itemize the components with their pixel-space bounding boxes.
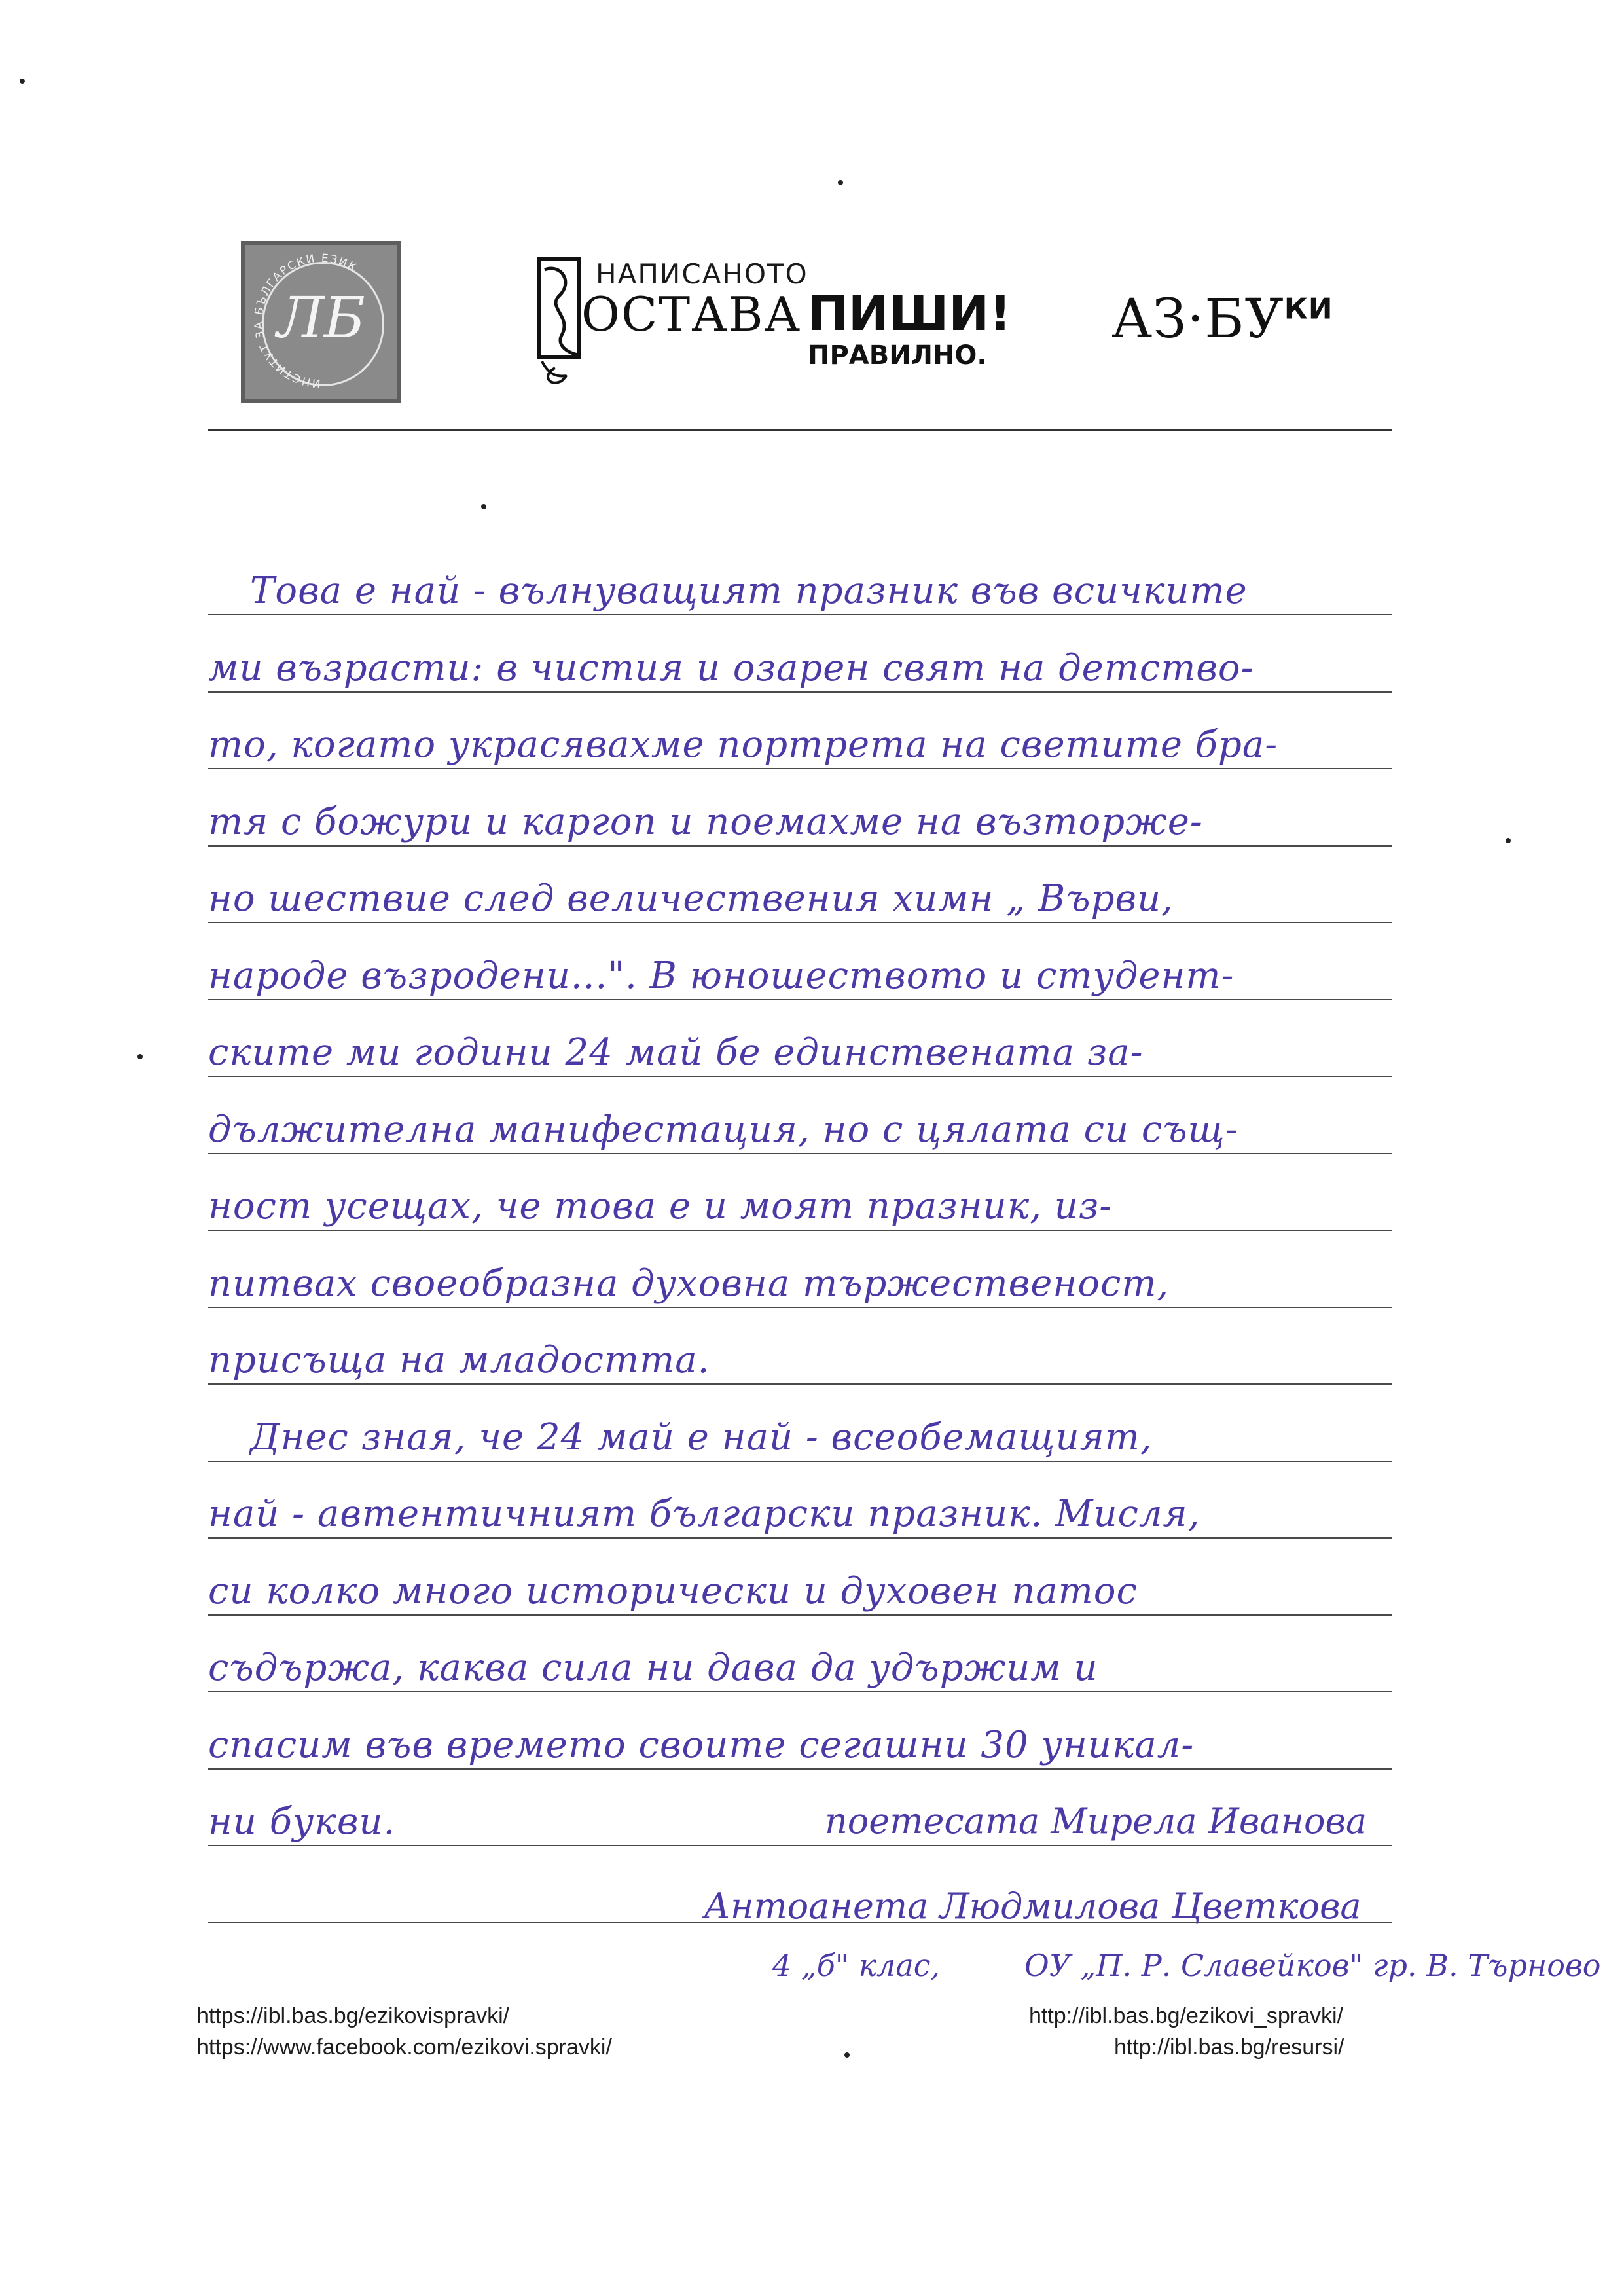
scan-speck — [481, 504, 486, 509]
student-class: 4 „б" клас, — [772, 1948, 941, 1983]
logo-text-line4: ПРАВИЛНО. — [808, 340, 987, 371]
handwritten-line: съдържа, каква сила ни дава да удържим и — [208, 1647, 1098, 1689]
logo-text-line3: ПИШИ! — [808, 285, 1011, 342]
student-name: Антоанета Людмилова Цветкова — [704, 1886, 1362, 1927]
footer-link-ezikovi-spravki[interactable]: http://ibl.bas.bg/ezikovi_spravki/ — [1029, 2003, 1344, 2028]
handwritten-line: присъща на младостта. — [208, 1339, 710, 1381]
ruled-line — [208, 845, 1392, 847]
logo-text-line2: ОСТАВА — [581, 287, 802, 342]
header-divider — [208, 429, 1392, 431]
ruled-line — [208, 1768, 1392, 1770]
ruled-line — [208, 691, 1392, 693]
footer-link-facebook[interactable]: https://www.facebook.com/ezikovi.spravki/ — [196, 2035, 612, 2060]
handwritten-line: но шествие след величествения химн „ Върви, — [208, 877, 1174, 920]
ruled-line — [208, 768, 1392, 769]
handwritten-line: тя с божури и каргоп и поемахме на възторже- — [208, 800, 1203, 843]
napisanoto-logo — [535, 257, 1011, 394]
handwritten-line: спасим във времето своите сегашни 30 уникал- — [208, 1723, 1195, 1766]
az-buki-suffix: КИ — [1284, 292, 1333, 326]
az-buki-logo — [1111, 288, 1333, 350]
ruled-line — [208, 1691, 1392, 1692]
handwritten-line: ските ми години 24 май бе единствената за- — [208, 1031, 1144, 1074]
logo-monogram: ЛБ — [277, 285, 365, 351]
ruled-line — [208, 1230, 1392, 1231]
footer-link-resursi[interactable]: http://ibl.bas.bg/resursi/ — [1114, 2035, 1344, 2060]
handwritten-line: ни букви. — [208, 1800, 396, 1843]
logo-text-line1: НАПИСАНОТО — [596, 258, 808, 290]
scan-speck — [1506, 838, 1511, 843]
ruled-line — [208, 922, 1392, 923]
handwritten-line: си колко много исторически и духовен патос — [208, 1569, 1138, 1613]
ruled-line — [208, 1614, 1392, 1616]
quote-author: поетесата Мирела Иванова — [825, 1800, 1367, 1842]
handwritten-line: Днес зная, че 24 май е най - всеобемащият, — [250, 1415, 1153, 1459]
handwritten-line: ност усещах, че това е и моят празник, из- — [208, 1185, 1113, 1228]
handwritten-line: питвах своеобразна духовна тържественост, — [208, 1262, 1170, 1305]
scan-speck — [844, 2052, 850, 2058]
ruled-line — [208, 1076, 1392, 1077]
svg-text:ИНСТИТУТ ЗА БЪЛГАРСКИ ЕЗИК: ИНСТИТУТ ЗА БЪЛГАРСКИ ЕЗИК — [252, 251, 360, 390]
handwritten-line: то, когато украсявахме портрета на светите бра- — [208, 723, 1278, 766]
student-school: ОУ „П. Р. Славейков" гр. В. Търново — [1024, 1948, 1601, 1983]
az-buki-main: АЗ·БУ — [1111, 288, 1284, 350]
handwritten-line: най - автентичният български празник. Мисля, — [208, 1493, 1200, 1535]
ruled-line — [208, 614, 1392, 615]
ruled-line — [208, 1383, 1392, 1385]
scan-speck — [838, 180, 843, 185]
handwritten-line: дължителна манифестация, но с цялата си същ- — [208, 1108, 1238, 1151]
handwritten-line: Това е най - вълнуващият празник във всичките — [250, 570, 1248, 612]
footer-link-ezikovispravki[interactable]: https://ibl.bas.bg/ezikovispravki/ — [196, 2003, 510, 2028]
handwritten-line: ми възрасти: в чистия и озарен свят на детство- — [208, 646, 1254, 689]
ruled-line — [208, 1153, 1392, 1154]
handwritten-line: народе възродени...". В юношеството и студент- — [208, 954, 1235, 997]
ruled-line — [208, 999, 1392, 1000]
scan-speck — [137, 1054, 143, 1059]
ruled-line — [208, 1307, 1392, 1308]
ibl-logo — [241, 241, 401, 403]
ruled-line — [208, 1461, 1392, 1462]
ruled-line — [208, 1537, 1392, 1539]
scan-speck — [20, 79, 25, 84]
ruled-line — [208, 1845, 1392, 1846]
